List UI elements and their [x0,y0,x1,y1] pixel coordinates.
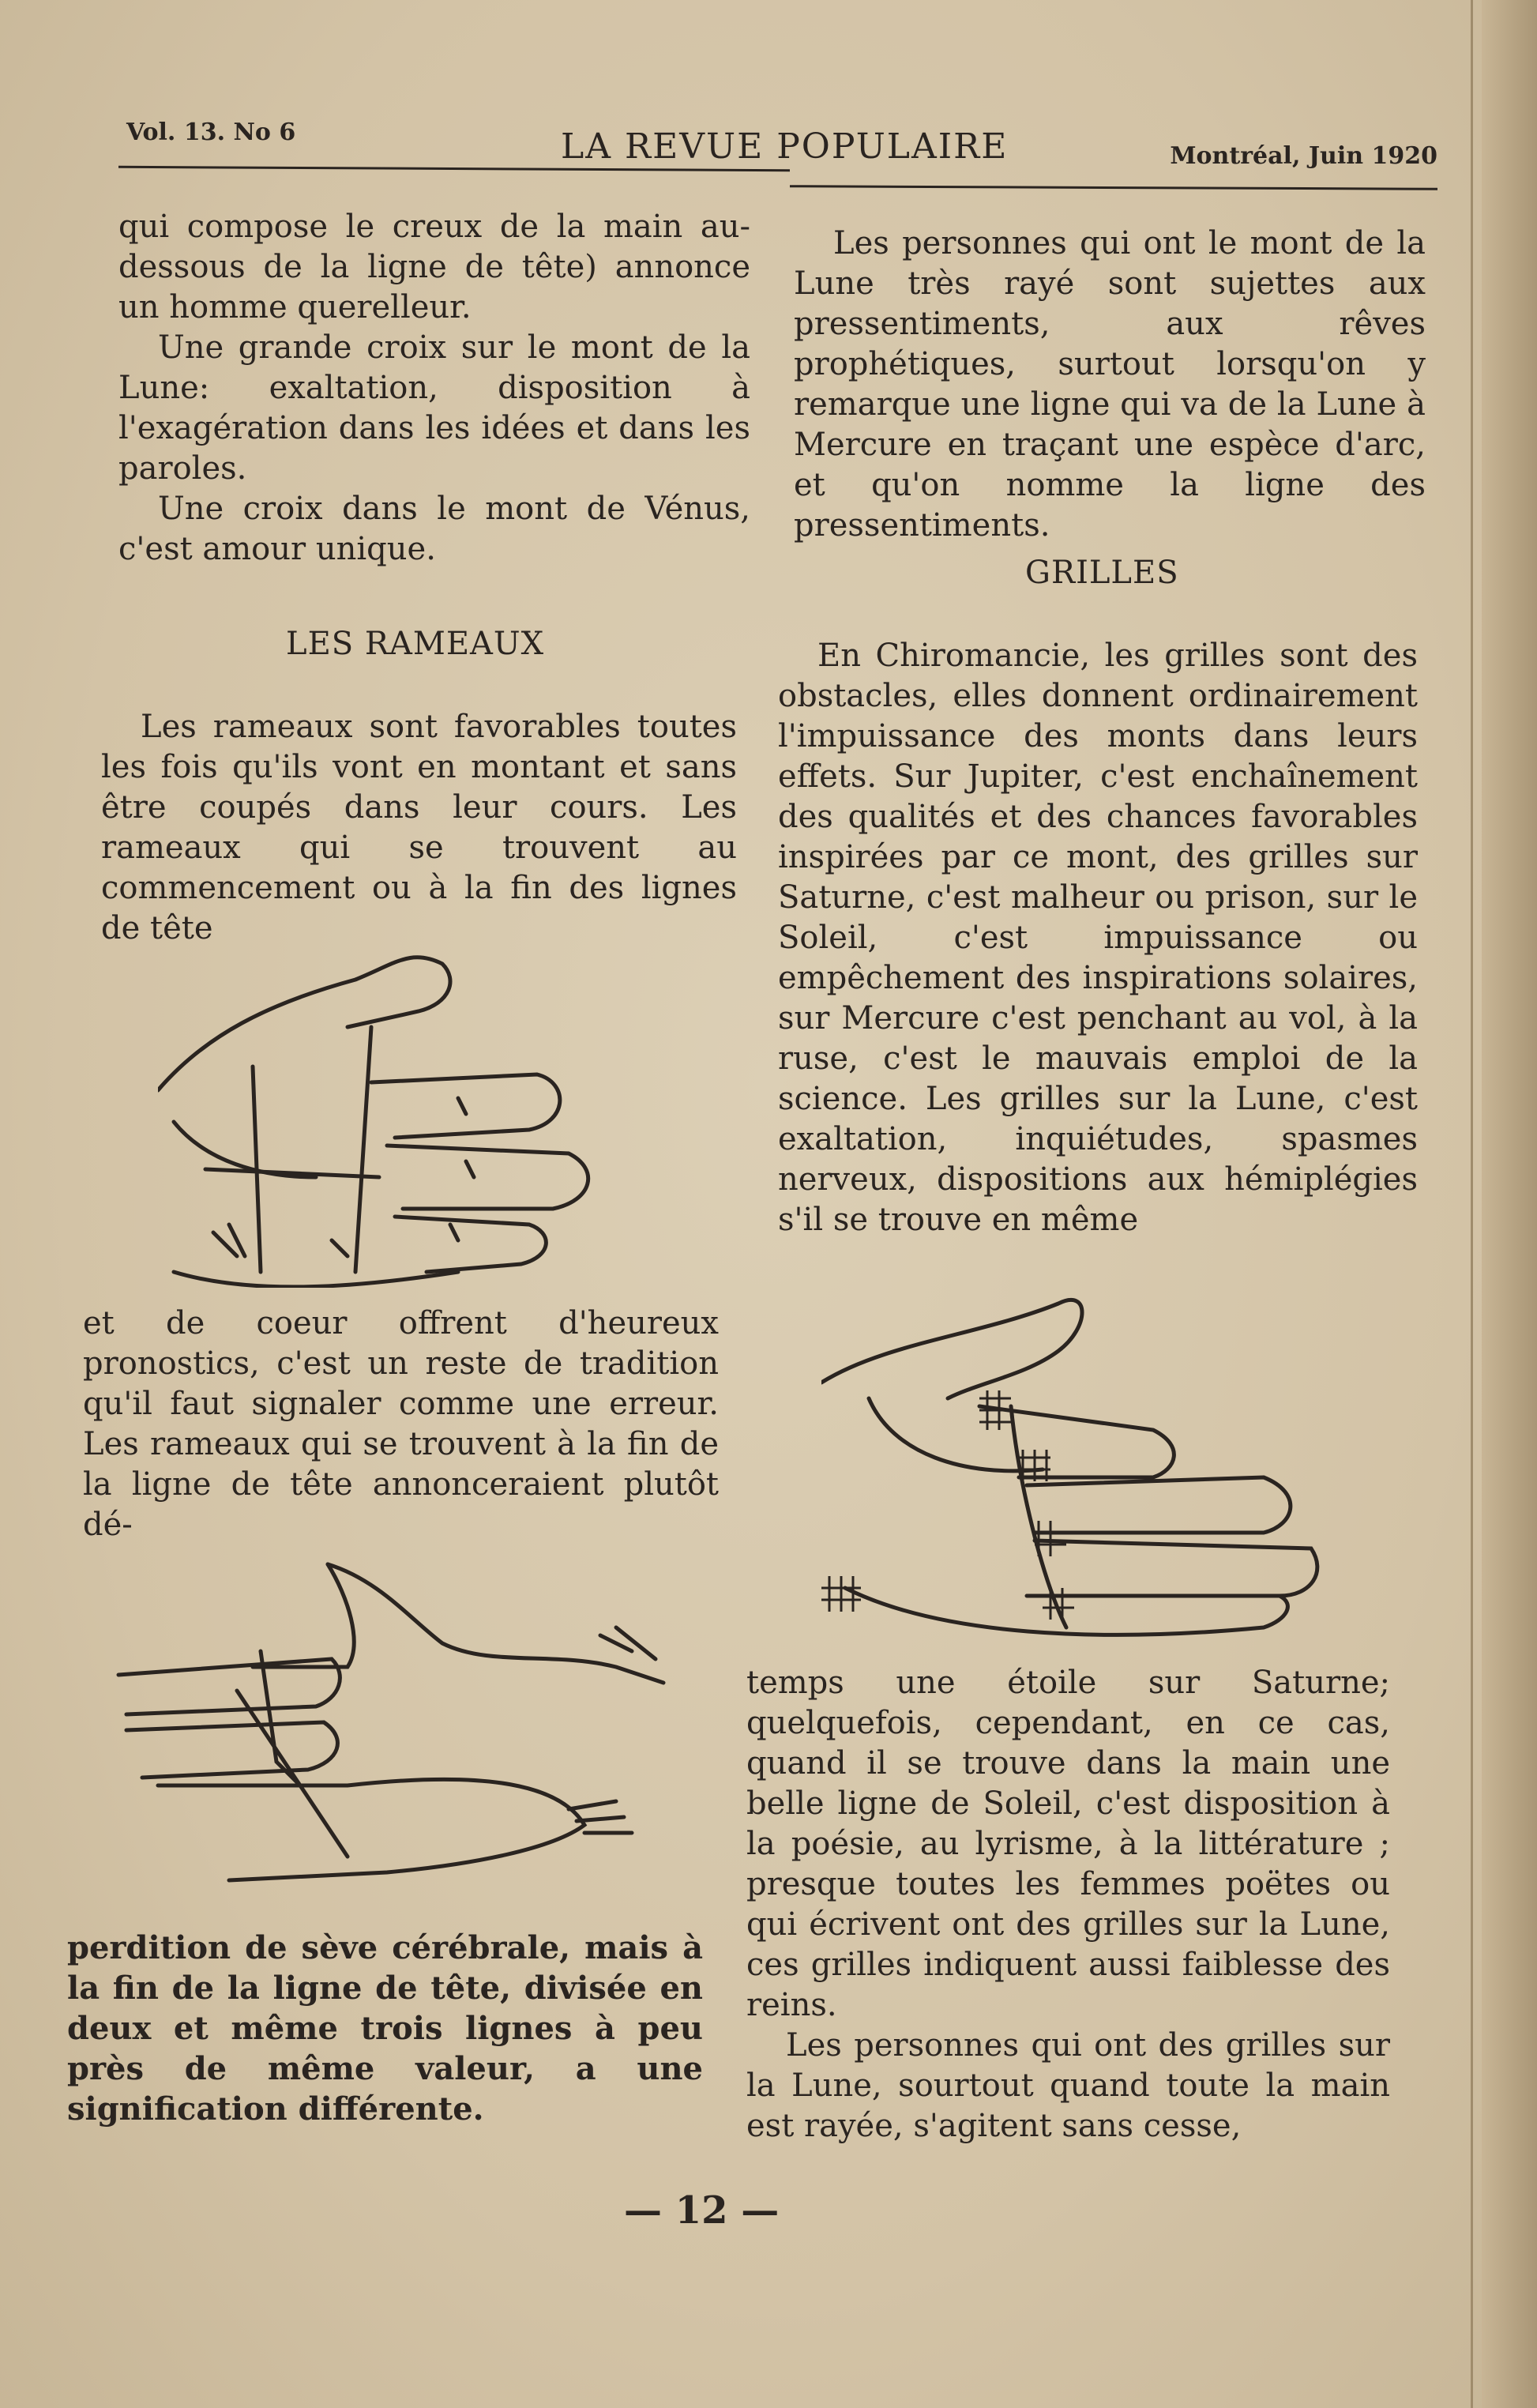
left-column-rameaux [101,707,737,949]
left-paragraph-2: Une grande croix sur le mont de la Lune: exaltation, disposition à l'exagération dans les idées et dans les paroles. [118,329,750,487]
page-edge [1482,0,1537,2408]
publication-title: LA REVUE POPULAIRE [561,126,1009,167]
right-column-grilles [778,636,1418,1240]
hand-grilles-illustration [821,1280,1374,1651]
left-column-top [118,207,750,570]
left-column-middle [83,1304,719,1545]
left-paragraph-6: perdition de sève cérébrale, mais à la fin de la ligne de tête, divisée en deux et même trois lignes à peu près de même valeur, a une signification différente. [67,1929,703,2128]
right-column-middle [746,1663,1390,2147]
right-paragraph-1: Les personnes qui ont le mont de la Lune très rayé sont sujettes aux pressentiments, aux rêves prophétiques, surtout lorsqu'on y remarque une ligne qui va de la Lune à Mercure en traçant une espèce d'arc, et qu'on nomme la ligne des pressentiments. [794,225,1426,544]
right-column-top [794,224,1426,546]
left-paragraph-1: qui compose le creux de la main au-dessous de la ligne de tête) annonce un homme querelleur. [118,209,750,325]
volume-label: Vol. 13. No 6 [126,119,296,146]
hand-rameaux-illustration [158,940,695,1288]
page-header [126,119,1437,174]
page-fold-line [1471,0,1473,2408]
page-number: — 12 — [624,2188,780,2233]
left-paragraph-3: Une croix dans le mont de Vénus, c'est amour unique. [118,491,750,567]
left-paragraph-4: Les rameaux sont favorables toutes les fois qu'ils vont en montant et sans être coupés dans leur cours. Les rameaux qui se trouvent au commencement ou à la fin des lignes de tête [101,709,737,946]
hand-ligne-de-tete-illustration [111,1548,679,1896]
left-paragraph-5: et de coeur offrent d'heureux pronostics, c'est un reste de tradition qu'il faut signaler comme une erreur. Les rameaux qui se trouvent à la fin de la ligne de tête annonceraient plutôt dé- [83,1305,719,1543]
right-paragraph-2: En Chiromancie, les grilles sont des obstacles, elles donnent ordinairement l'impuissance des monts dans leurs effets. Sur Jupiter, c'est enchaînement des qualités et des chances favorables inspirées par ce mont, des grilles sur Saturne, c'est malheur ou prison, sur le Soleil, c'est impuissance ou empêchement des inspirations solaires, sur Mercure c'est penchant au vol, à la ruse, c'est le mauvais emploi de la science. Les grilles sur la Lune, c'est exaltation, inquiétudes, spasmes nerveux, dispositions aux hémiplégies s'il se trouve en même [778,638,1418,1238]
heading-grilles: GRILLES [1025,555,1179,591]
heading-rameaux: LES RAMEAUX [286,626,545,662]
left-column-bottom [67,1928,703,2129]
right-paragraph-3: temps une étoile sur Saturne; quelquefois, cependant, en ce cas, quand il se trouve dans la main une belle ligne de Soleil, c'est disposition à la poésie, au lyrisme, à la littérature ; presque toutes les femmes poëtes ou qui écrivent ont des grilles sur la Lune, ces grilles indiquent aussi faiblesse des reins. [746,1665,1390,2023]
issue-date: Montréal, Juin 1920 [1170,142,1437,170]
right-paragraph-4: Les personnes qui ont des grilles sur la Lune, sourtout quand toute la main est rayée, s'agitent sans cesse, [746,2027,1390,2144]
